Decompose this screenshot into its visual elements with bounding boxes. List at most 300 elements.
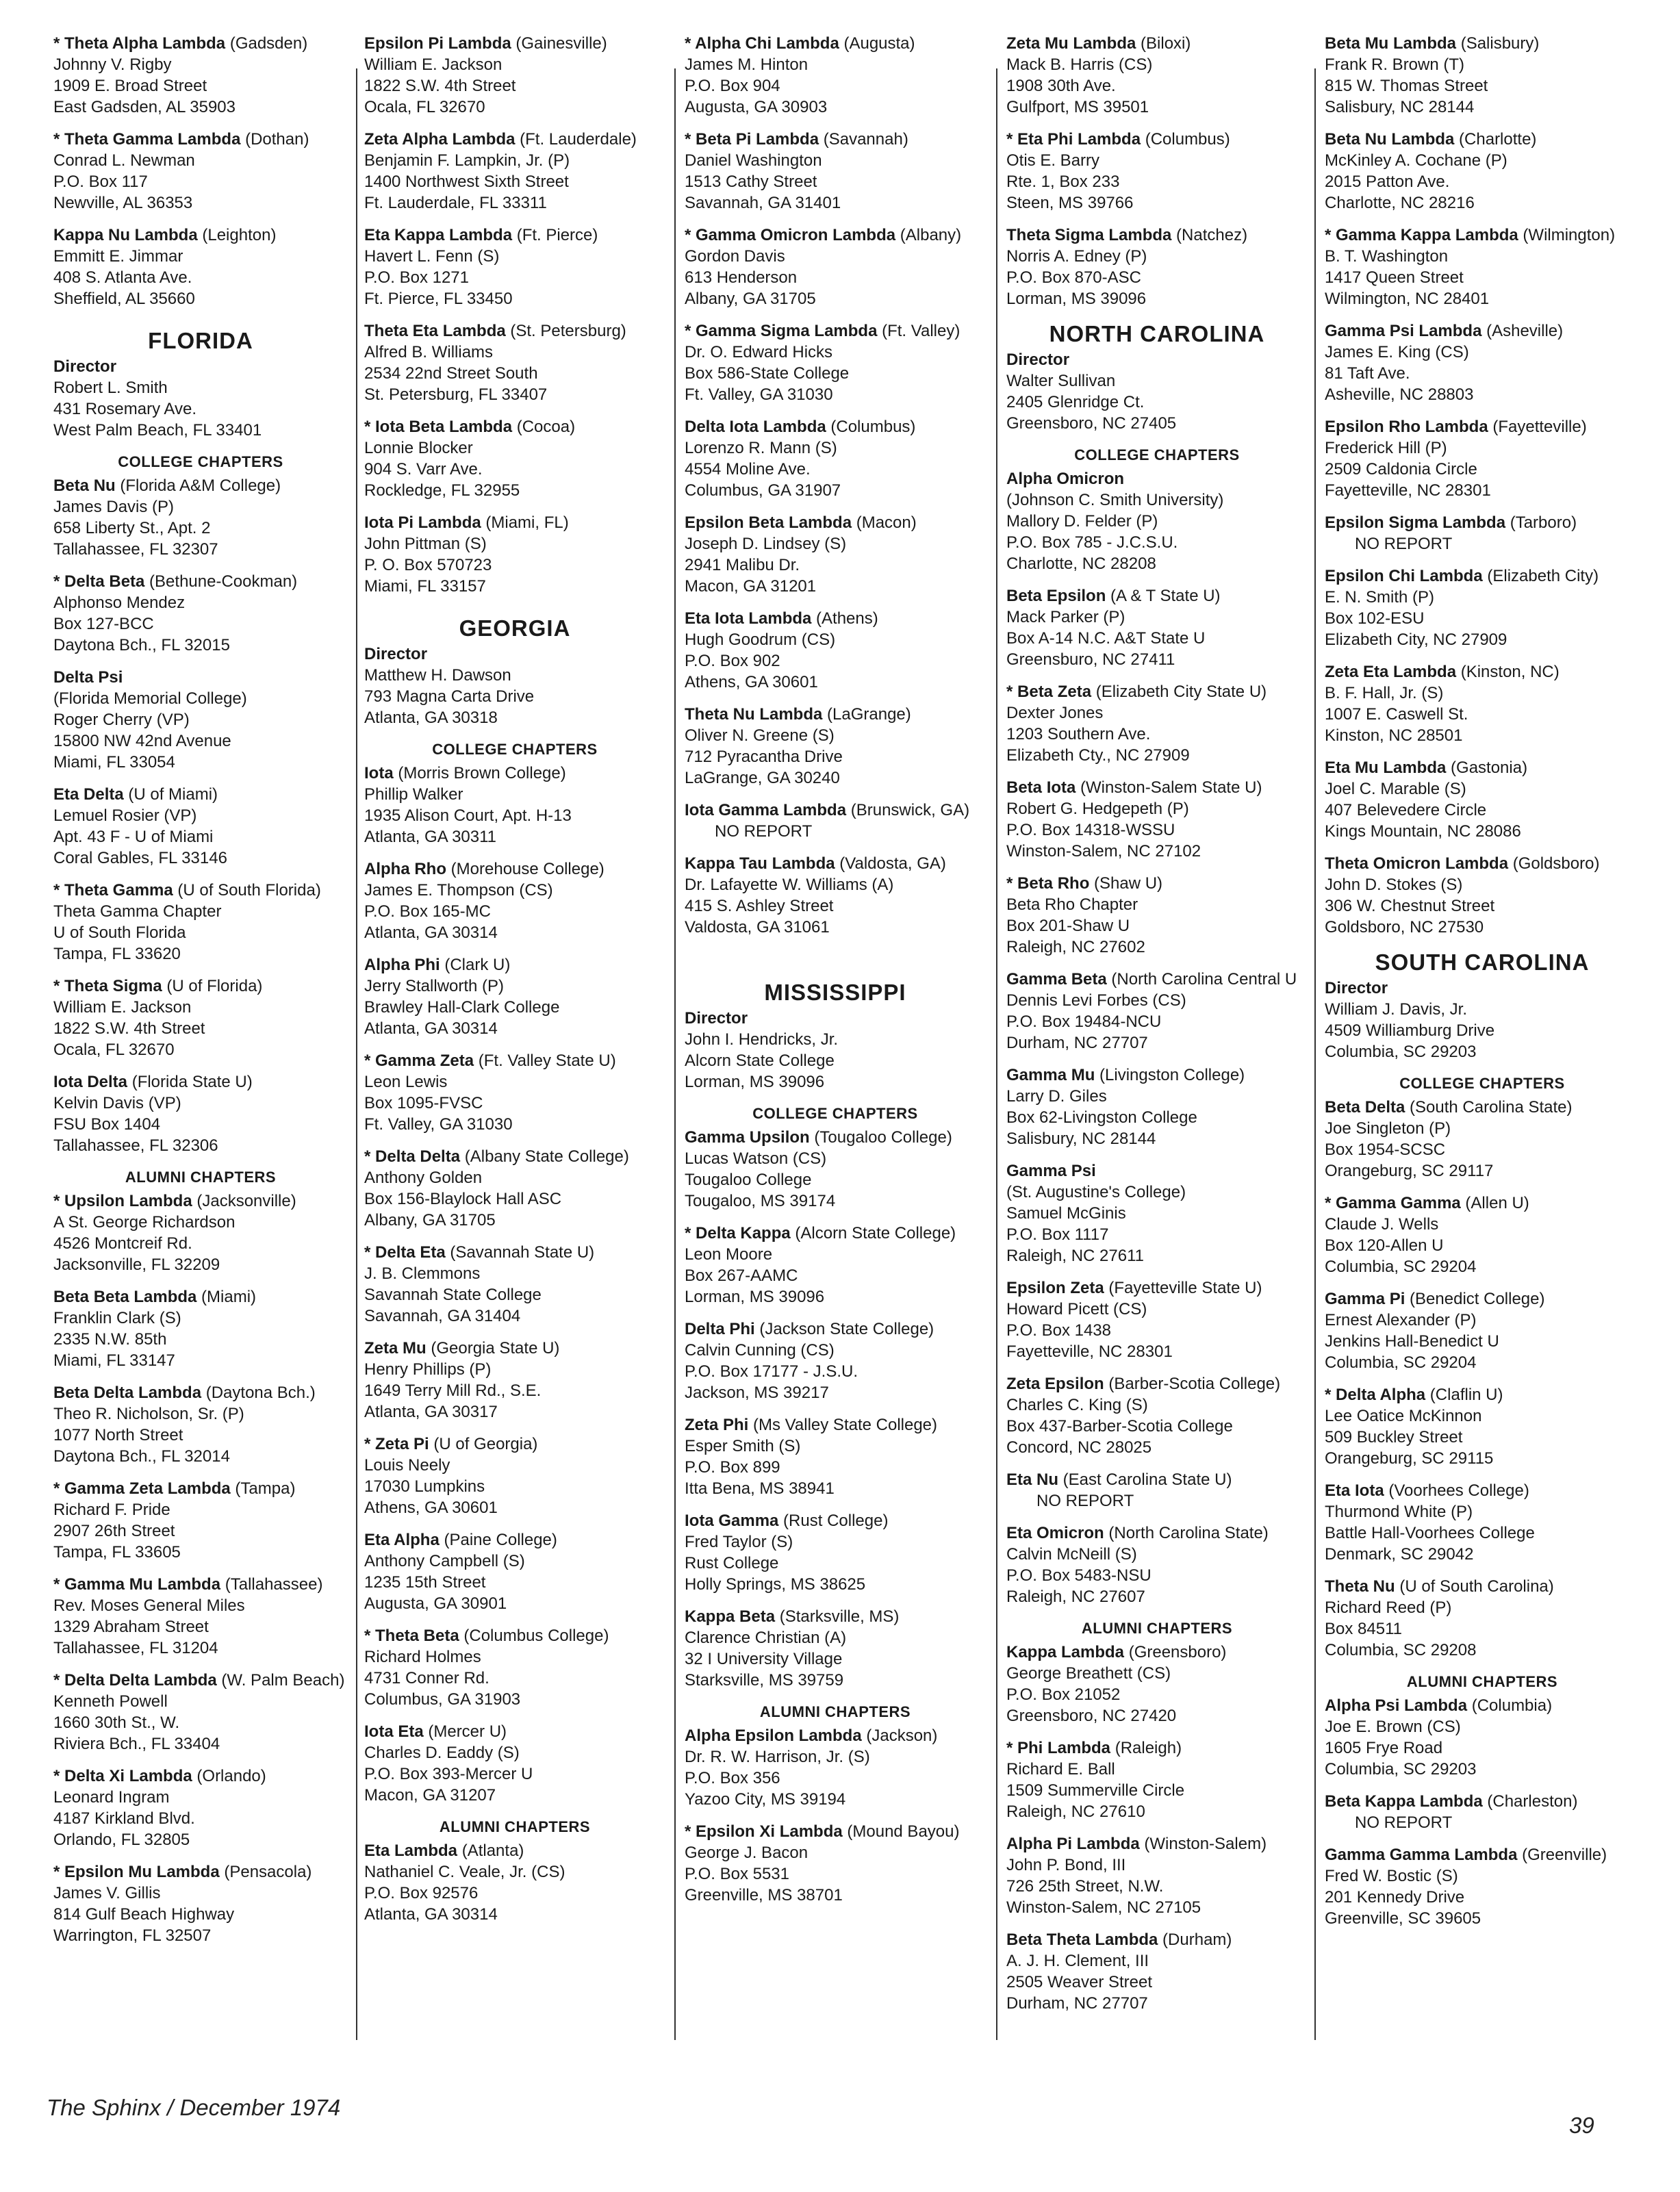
address-line: B. T. Washington: [1325, 247, 1449, 266]
address-line: Rev. Moses General Miles: [53, 1596, 245, 1615]
address-line: Columbia, SC 29208: [1325, 1641, 1477, 1659]
address-line: 658 Liberty St., Apt. 2: [53, 519, 211, 537]
chapter-name: Beta Delta: [1325, 1098, 1405, 1117]
address-line: Daytona Bch., FL 32015: [53, 636, 230, 654]
chapter-entry: [685, 33, 986, 118]
directory-column: [53, 33, 348, 1957]
address-line: P.O. Box 17177 - J.S.U.: [685, 1362, 858, 1381]
address-line: P.O. Box 870-ASC: [1006, 268, 1141, 287]
address-line: East Gadsden, AL 35903: [53, 98, 236, 116]
chapter-location: (Clark U): [440, 956, 511, 974]
chapter-entry: [1325, 225, 1640, 309]
chapter-entry: [364, 1146, 665, 1231]
chapter-heading: [364, 763, 665, 784]
state-heading: SOUTH CAROLINA: [1375, 950, 1590, 975]
state-heading: NORTH CAROLINA: [1049, 321, 1265, 346]
chapter-location: (Mercer U): [423, 1722, 507, 1741]
chapter-heading: [1006, 1469, 1308, 1490]
chapter-entry: [1006, 129, 1308, 214]
address-line: Elizabeth Cty., NC 27909: [1006, 746, 1190, 765]
address-line: 431 Rosemary Ave.: [53, 400, 197, 418]
chapter-entry: [1325, 1844, 1640, 1929]
address-line: Joel C. Marable (S): [1325, 780, 1466, 798]
address-line: 814 Gulf Beach Highway: [53, 1905, 235, 1924]
address-line: 1077 North Street: [53, 1426, 183, 1444]
chapter-name: Gamma Beta: [1006, 970, 1107, 989]
chapter-entry: [685, 608, 986, 693]
chapter-location: (Natchez): [1171, 226, 1248, 244]
chapter-heading: [1325, 225, 1640, 246]
address-line: 726 25th Street, N.W.: [1006, 1877, 1164, 1896]
chapter-location: (A & T State U): [1106, 587, 1221, 605]
address-line: Ernest Alexander (P): [1325, 1311, 1477, 1329]
chapter-entry: [53, 1071, 348, 1156]
address-line: 15800 NW 42nd Avenue: [53, 732, 231, 750]
address-line: Gulfport, MS 39501: [1006, 98, 1149, 116]
chapter-location: (Shaw U): [1089, 874, 1163, 893]
chapter-entry: [685, 1414, 986, 1499]
chapter-location: (U of South Florida): [173, 881, 321, 900]
section-subheading: ALUMNI CHAPTERS: [1081, 1620, 1233, 1637]
chapter-entry: [53, 976, 348, 1060]
chapter-name: Eta Alpha: [364, 1531, 440, 1549]
chapter-location: (U of Georgia): [429, 1435, 538, 1453]
address-line: Box 267-AAMC: [685, 1266, 798, 1285]
state-heading: MISSISSIPPI: [764, 980, 906, 1005]
address-line: P.O. Box 1438: [1006, 1321, 1111, 1340]
chapter-heading: [685, 800, 986, 821]
address-line: Augusta, GA 30901: [364, 1594, 507, 1613]
chapter-location: (Jackson State College): [754, 1320, 934, 1338]
address-line: 1329 Abraham Street: [53, 1618, 209, 1636]
address-line: Frederick Hill (P): [1325, 439, 1447, 457]
address-line: LaGrange, GA 30240: [685, 769, 840, 787]
chapter-entry: [685, 1510, 986, 1595]
chapter-entry: [1325, 320, 1640, 405]
chapter-heading: [53, 784, 348, 805]
chapter-location: (Albany): [895, 226, 962, 244]
chapter-location: (East Carolina State U): [1058, 1470, 1232, 1489]
chapter-heading: [364, 129, 665, 150]
chapter-location: (Brunswick, GA): [846, 801, 970, 819]
address-line: Orangeburg, SC 29115: [1325, 1449, 1494, 1468]
chapter-name: * Upsilon Lambda: [53, 1192, 192, 1210]
address-line: P.O. Box 899: [685, 1458, 780, 1477]
chapter-location: (Kinston, NC): [1456, 663, 1560, 681]
chapter-entry: [1006, 1737, 1308, 1822]
chapter-name: Eta Lambda: [364, 1841, 458, 1860]
address-line: 815 W. Thomas Street: [1325, 77, 1488, 95]
address-line: B. F. Hall, Jr. (S): [1325, 684, 1444, 702]
section-subheading: ALUMNI CHAPTERS: [439, 1818, 591, 1835]
chapter-location: (Voorhees College): [1384, 1481, 1529, 1500]
address-line: Columbia, SC 29204: [1325, 1353, 1477, 1372]
chapter-heading: [1325, 1695, 1640, 1716]
address-line: 1509 Summerville Circle: [1006, 1781, 1185, 1800]
address-line: Box 437-Barber-Scotia College: [1006, 1417, 1233, 1436]
chapter-name: Delta Psi: [53, 668, 123, 687]
address-line: Ft. Pierce, FL 33450: [364, 290, 513, 308]
chapter-location: (Alcorn State College): [790, 1224, 956, 1242]
address-line: Savannah, GA 31401: [685, 194, 841, 212]
chapter-location: (Gastonia): [1446, 759, 1528, 777]
address-line: Theo R. Nicholson, Sr. (P): [53, 1405, 244, 1423]
address-line: William J. Davis, Jr.: [1325, 1000, 1468, 1019]
chapter-name: * Delta Beta: [53, 572, 145, 591]
address-line: Valdosta, GA 31061: [685, 918, 830, 936]
address-line: John P. Bond, III: [1006, 1856, 1126, 1874]
publication-footer: The Sphinx / December 1974: [47, 2095, 341, 2120]
chapter-name: Theta Nu: [1325, 1577, 1395, 1596]
chapter-entry: [364, 320, 665, 405]
no-report-note: NO REPORT: [1036, 1492, 1134, 1510]
chapter-heading: [1006, 1929, 1308, 1950]
chapter-entry: [685, 1821, 986, 1906]
chapter-heading: [53, 356, 348, 377]
chapter-location: (Bethune-Cookman): [144, 572, 298, 591]
chapter-entry: [1006, 1160, 1308, 1266]
chapter-heading: [1006, 1833, 1308, 1855]
chapter-heading: [1006, 1737, 1308, 1759]
chapter-name: Eta Mu Lambda: [1325, 759, 1447, 777]
section-subheading: COLLEGE CHAPTERS: [752, 1105, 918, 1122]
address-line: P.O. Box 165-MC: [364, 902, 491, 921]
chapter-entry: [364, 763, 665, 848]
chapter-entry: [1325, 1193, 1640, 1277]
address-line: Newville, AL 36353: [53, 194, 193, 212]
address-line: 1605 Frye Road: [1325, 1739, 1443, 1757]
address-line: Brawley Hall-Clark College: [364, 998, 560, 1017]
address-line: John I. Hendricks, Jr.: [685, 1030, 839, 1049]
chapter-location: (Greenville): [1517, 1846, 1607, 1864]
chapter-heading: [364, 643, 665, 665]
chapter-name: Iota: [364, 764, 394, 782]
chapter-heading: [1006, 1522, 1308, 1544]
address-line: Joe E. Brown (CS): [1325, 1718, 1461, 1736]
address-line: Dr. O. Edward Hicks: [685, 343, 833, 361]
chapter-name: Kappa Nu Lambda: [53, 226, 198, 244]
chapter-heading: [364, 33, 665, 54]
chapter-location: (LaGrange): [822, 705, 911, 724]
chapter-name: Gamma Gamma Lambda: [1325, 1846, 1518, 1864]
chapter-location: (Wilmington): [1518, 226, 1616, 244]
address-line: Dexter Jones: [1006, 704, 1104, 722]
address-line: Lorman, MS 39096: [685, 1288, 825, 1306]
address-line: Steen, MS 39766: [1006, 194, 1134, 212]
address-line: Box 120-Allen U: [1325, 1236, 1444, 1255]
address-line: Esper Smith (S): [685, 1437, 801, 1455]
address-line: Mallory D. Felder (P): [1006, 512, 1158, 531]
chapter-location: (Leighton): [197, 226, 277, 244]
address-line: Warrington, FL 32507: [53, 1926, 212, 1945]
chapter-heading: [685, 1821, 986, 1842]
chapter-location: (Pensacola): [219, 1863, 312, 1881]
address-line: Apt. 43 F - U of Miami: [53, 828, 214, 846]
chapter-heading: [53, 1190, 348, 1212]
chapter-entry: [1006, 777, 1308, 862]
address-line: Starksville, MS 39759: [685, 1671, 844, 1690]
chapter-heading: [685, 225, 986, 246]
address-line: P.O. Box 1271: [364, 268, 469, 287]
chapter-name: Epsilon Sigma Lambda: [1325, 513, 1506, 532]
address-line: Box 62-Livingston College: [1006, 1108, 1197, 1127]
chapter-entry: [364, 643, 665, 728]
chapter-name: * Gamma Zeta Lambda: [53, 1479, 231, 1498]
address-line: A. J. H. Clement, III: [1006, 1952, 1149, 1970]
chapter-heading: [1325, 1288, 1640, 1310]
address-line: P.O. Box 21052: [1006, 1685, 1121, 1704]
address-line: Raleigh, NC 27611: [1006, 1247, 1145, 1265]
chapter-location: (Winston-Salem State U): [1076, 778, 1262, 797]
address-line: Alcorn State College: [685, 1052, 835, 1070]
chapter-name: * Gamma Omicron Lambda: [685, 226, 896, 244]
section-subheading: COLLEGE CHAPTERS: [432, 741, 598, 758]
chapter-heading: [53, 475, 348, 496]
address-line: Raleigh, NC 27602: [1006, 938, 1145, 956]
chapter-name: Beta Kappa Lambda: [1325, 1792, 1483, 1811]
column-divider: [674, 68, 676, 2040]
address-line: P.O. Box 902: [685, 652, 780, 670]
chapter-entry: [1006, 1642, 1308, 1726]
address-line: 2405 Glenridge Ct.: [1006, 393, 1145, 411]
chapter-name: Beta Theta Lambda: [1006, 1930, 1158, 1949]
chapter-name: Eta Kappa Lambda: [364, 226, 513, 244]
chapter-location: (St. Petersburg): [505, 322, 626, 340]
chapter-entry: [1325, 853, 1640, 938]
chapter-heading: [1006, 873, 1308, 894]
chapter-heading: [53, 1861, 348, 1883]
chapter-heading: [685, 608, 986, 629]
address-line: Riviera Bch., FL 33404: [53, 1735, 220, 1753]
chapter-location: (Elizabeth City): [1482, 567, 1599, 585]
chapter-heading: [685, 1223, 986, 1244]
chapter-heading: [1325, 512, 1640, 533]
chapter-heading: [364, 1529, 665, 1551]
chapter-heading: [53, 1766, 348, 1787]
address-line: Augusta, GA 30903: [685, 98, 828, 116]
chapter-entry: [53, 571, 348, 656]
address-line: 1513 Cathy Street: [685, 173, 817, 191]
address-line: Albany, GA 31705: [364, 1211, 496, 1229]
chapter-heading: [53, 880, 348, 901]
address-line: 415 S. Ashley Street: [685, 897, 834, 915]
address-line: Atlanta, GA 30314: [364, 1019, 498, 1038]
address-line: Tallahassee, FL 31204: [53, 1639, 218, 1657]
state-heading: FLORIDA: [148, 328, 253, 353]
chapter-heading: [364, 1338, 665, 1359]
chapter-location: (Albany State College): [460, 1147, 629, 1166]
address-line: Yazoo City, MS 39194: [685, 1790, 846, 1809]
chapter-heading: [685, 1606, 986, 1627]
chapter-name: * Delta Xi Lambda: [53, 1767, 192, 1785]
chapter-entry: [53, 784, 348, 869]
address-line: John Pittman (S): [364, 535, 487, 553]
chapter-heading: [685, 704, 986, 725]
chapter-location: (Savannah): [819, 130, 908, 149]
chapter-heading: [1325, 1480, 1640, 1501]
address-line: Winston-Salem, NC 27102: [1006, 842, 1201, 861]
chapter-location: (Charleston): [1482, 1792, 1578, 1811]
chapter-name: Eta Iota: [1325, 1481, 1384, 1500]
chapter-entry: [685, 1223, 986, 1308]
address-line: Miami, FL 33157: [364, 577, 486, 596]
chapter-entry: [685, 853, 986, 938]
chapter-name: * Alpha Chi Lambda: [685, 34, 839, 53]
chapter-location: (Tallahassee): [220, 1575, 323, 1594]
chapter-name: Epsilon Rho Lambda: [1325, 418, 1488, 436]
chapter-name: * Phi Lambda: [1006, 1739, 1111, 1757]
chapter-entry: [53, 225, 348, 309]
chapter-heading: [685, 512, 986, 533]
chapter-location: (Dothan): [240, 130, 309, 149]
address-line: Atlanta, GA 30314: [364, 1905, 498, 1924]
chapter-entry: [53, 475, 348, 560]
address-line: Jackson, MS 39217: [685, 1384, 829, 1402]
chapter-location: (Miami): [196, 1288, 257, 1306]
address-line: 1822 S.W. 4th Street: [53, 1019, 205, 1038]
chapter-heading: [53, 1574, 348, 1595]
chapter-name: Kappa Beta: [685, 1607, 776, 1626]
address-line: P.O. Box 92576: [364, 1884, 479, 1902]
address-line: Richard F. Pride: [53, 1501, 170, 1519]
chapter-entry: [1325, 512, 1640, 555]
address-line: Richard E. Ball: [1006, 1760, 1115, 1779]
chapter-entry: [685, 1127, 986, 1212]
chapter-heading: [53, 571, 348, 592]
page-number: 39: [1569, 2113, 1594, 2138]
address-line: Macon, GA 31201: [685, 577, 817, 596]
chapter-location: (U of South Carolina): [1395, 1577, 1554, 1596]
chapter-name: * Theta Gamma: [53, 881, 173, 900]
chapter-location: (Columbus): [1141, 130, 1230, 149]
address-line: George J. Bacon: [685, 1844, 809, 1862]
address-line: James Davis (P): [53, 498, 175, 516]
address-line: Joe Singleton (P): [1325, 1119, 1451, 1138]
address-line: 2509 Caldonia Circle: [1325, 460, 1477, 479]
chapter-entry: [364, 858, 665, 943]
chapter-heading: [1006, 777, 1308, 798]
address-line: Ft. Lauderdale, FL 33311: [364, 194, 547, 212]
address-line: Columbia, SC 29203: [1325, 1043, 1477, 1061]
address-line: Salisbury, NC 28144: [1325, 98, 1475, 116]
chapter-heading: [685, 1510, 986, 1531]
address-line: Box 156-Blaylock Hall ASC: [364, 1190, 562, 1208]
chapter-entry: [364, 1625, 665, 1710]
chapter-name: Epsilon Pi Lambda: [364, 34, 511, 53]
chapter-name: Zeta Mu: [364, 1339, 427, 1358]
address-line: Henry Phillips (P): [364, 1360, 492, 1379]
chapter-entry: [1325, 661, 1640, 746]
chapter-entry: [1006, 1373, 1308, 1458]
chapter-location: (Miami, FL): [481, 513, 569, 532]
chapter-heading: [685, 1414, 986, 1436]
chapter-name: * Gamma Kappa Lambda: [1325, 226, 1518, 244]
chapter-entry: [364, 1721, 665, 1806]
address-line: Lonnie Blocker: [364, 439, 473, 457]
chapter-name: Theta Omicron Lambda: [1325, 854, 1509, 873]
address-line: Lee Oatice McKinnon: [1325, 1407, 1482, 1425]
chapter-name: Beta Beta Lambda: [53, 1288, 197, 1306]
chapter-location: (Barber-Scotia College): [1104, 1375, 1281, 1393]
chapter-name: * Gamma Zeta: [364, 1052, 474, 1070]
chapter-entry: [364, 129, 665, 214]
chapter-entry: [53, 667, 348, 773]
chapter-entry: [685, 1725, 986, 1810]
chapter-heading: [1325, 565, 1640, 587]
address-line: U of South Florida: [53, 923, 186, 942]
chapter-name: * Delta Kappa: [685, 1224, 791, 1242]
address-line: 1908 30th Ave.: [1006, 77, 1116, 95]
chapter-name: Epsilon Chi Lambda: [1325, 567, 1483, 585]
chapter-entry: [53, 1574, 348, 1659]
chapter-location: (Starksville, MS): [775, 1607, 900, 1626]
address-line: 1822 S.W. 4th Street: [364, 77, 516, 95]
chapter-heading: [1006, 681, 1308, 702]
address-line: Itta Bena, MS 38941: [685, 1479, 835, 1498]
address-line: William E. Jackson: [53, 998, 192, 1017]
chapter-name: Eta Nu: [1006, 1470, 1059, 1489]
chapter-heading: [1006, 1373, 1308, 1394]
address-line: Samuel McGinis: [1006, 1204, 1126, 1223]
chapter-name: * Gamma Sigma Lambda: [685, 322, 878, 340]
address-line: Columbus, GA 31907: [685, 481, 841, 500]
chapter-heading: [1325, 853, 1640, 874]
chapter-entry: [53, 1286, 348, 1371]
address-line: Miami, FL 33147: [53, 1351, 175, 1370]
address-line: Ocala, FL 32670: [364, 98, 485, 116]
address-line: Charles C. King (S): [1006, 1396, 1148, 1414]
address-line: Johnny V. Rigby: [53, 55, 172, 74]
chapter-heading: [53, 33, 348, 54]
address-line: Norris A. Edney (P): [1006, 247, 1147, 266]
chapter-entry: [1325, 1288, 1640, 1373]
chapter-entry: [1325, 1480, 1640, 1565]
chapter-name: Epsilon Beta Lambda: [685, 513, 852, 532]
chapter-entry: [685, 1008, 986, 1093]
address-line: Battle Hall-Voorhees College: [1325, 1524, 1535, 1542]
chapter-entry: [1325, 1791, 1640, 1833]
directory-column: [364, 33, 665, 1936]
chapter-name: * Beta Zeta: [1006, 683, 1092, 701]
chapter-name: Epsilon Zeta: [1006, 1279, 1104, 1297]
chapter-heading: [364, 1146, 665, 1167]
address-line: Fred Taylor (S): [685, 1533, 793, 1551]
address-line: Raleigh, NC 27607: [1006, 1588, 1145, 1606]
chapter-name: Alpha Epsilon Lambda: [685, 1726, 862, 1745]
chapter-location: (Cocoa): [512, 418, 576, 436]
chapter-heading: [1006, 585, 1308, 607]
address-line: 32 I University Village: [685, 1650, 843, 1668]
address-line: Durham, NC 27707: [1006, 1034, 1148, 1052]
chapter-heading: [53, 667, 348, 688]
chapter-heading: [53, 1286, 348, 1308]
chapter-heading: [53, 225, 348, 246]
chapter-name: Gamma Psi: [1006, 1162, 1096, 1180]
chapter-name: Beta Epsilon: [1006, 587, 1106, 605]
chapter-name: Gamma Psi Lambda: [1325, 322, 1482, 340]
chapter-name: Eta Omicron: [1006, 1524, 1104, 1542]
address-line: Lucas Watson (CS): [685, 1149, 827, 1168]
chapter-heading: [53, 1478, 348, 1499]
address-line: 1400 Northwest Sixth Street: [364, 173, 569, 191]
chapter-location: (U of Miami): [123, 785, 218, 804]
chapter-entry: [53, 356, 348, 441]
chapter-location: (Gadsden): [225, 34, 308, 53]
chapter-location: (Augusta): [839, 34, 915, 53]
address-line: P.O. Box 785 - J.C.S.U.: [1006, 533, 1178, 552]
address-line: Beta Rho Chapter: [1006, 895, 1138, 914]
chapter-location: (Charlotte): [1454, 130, 1537, 149]
